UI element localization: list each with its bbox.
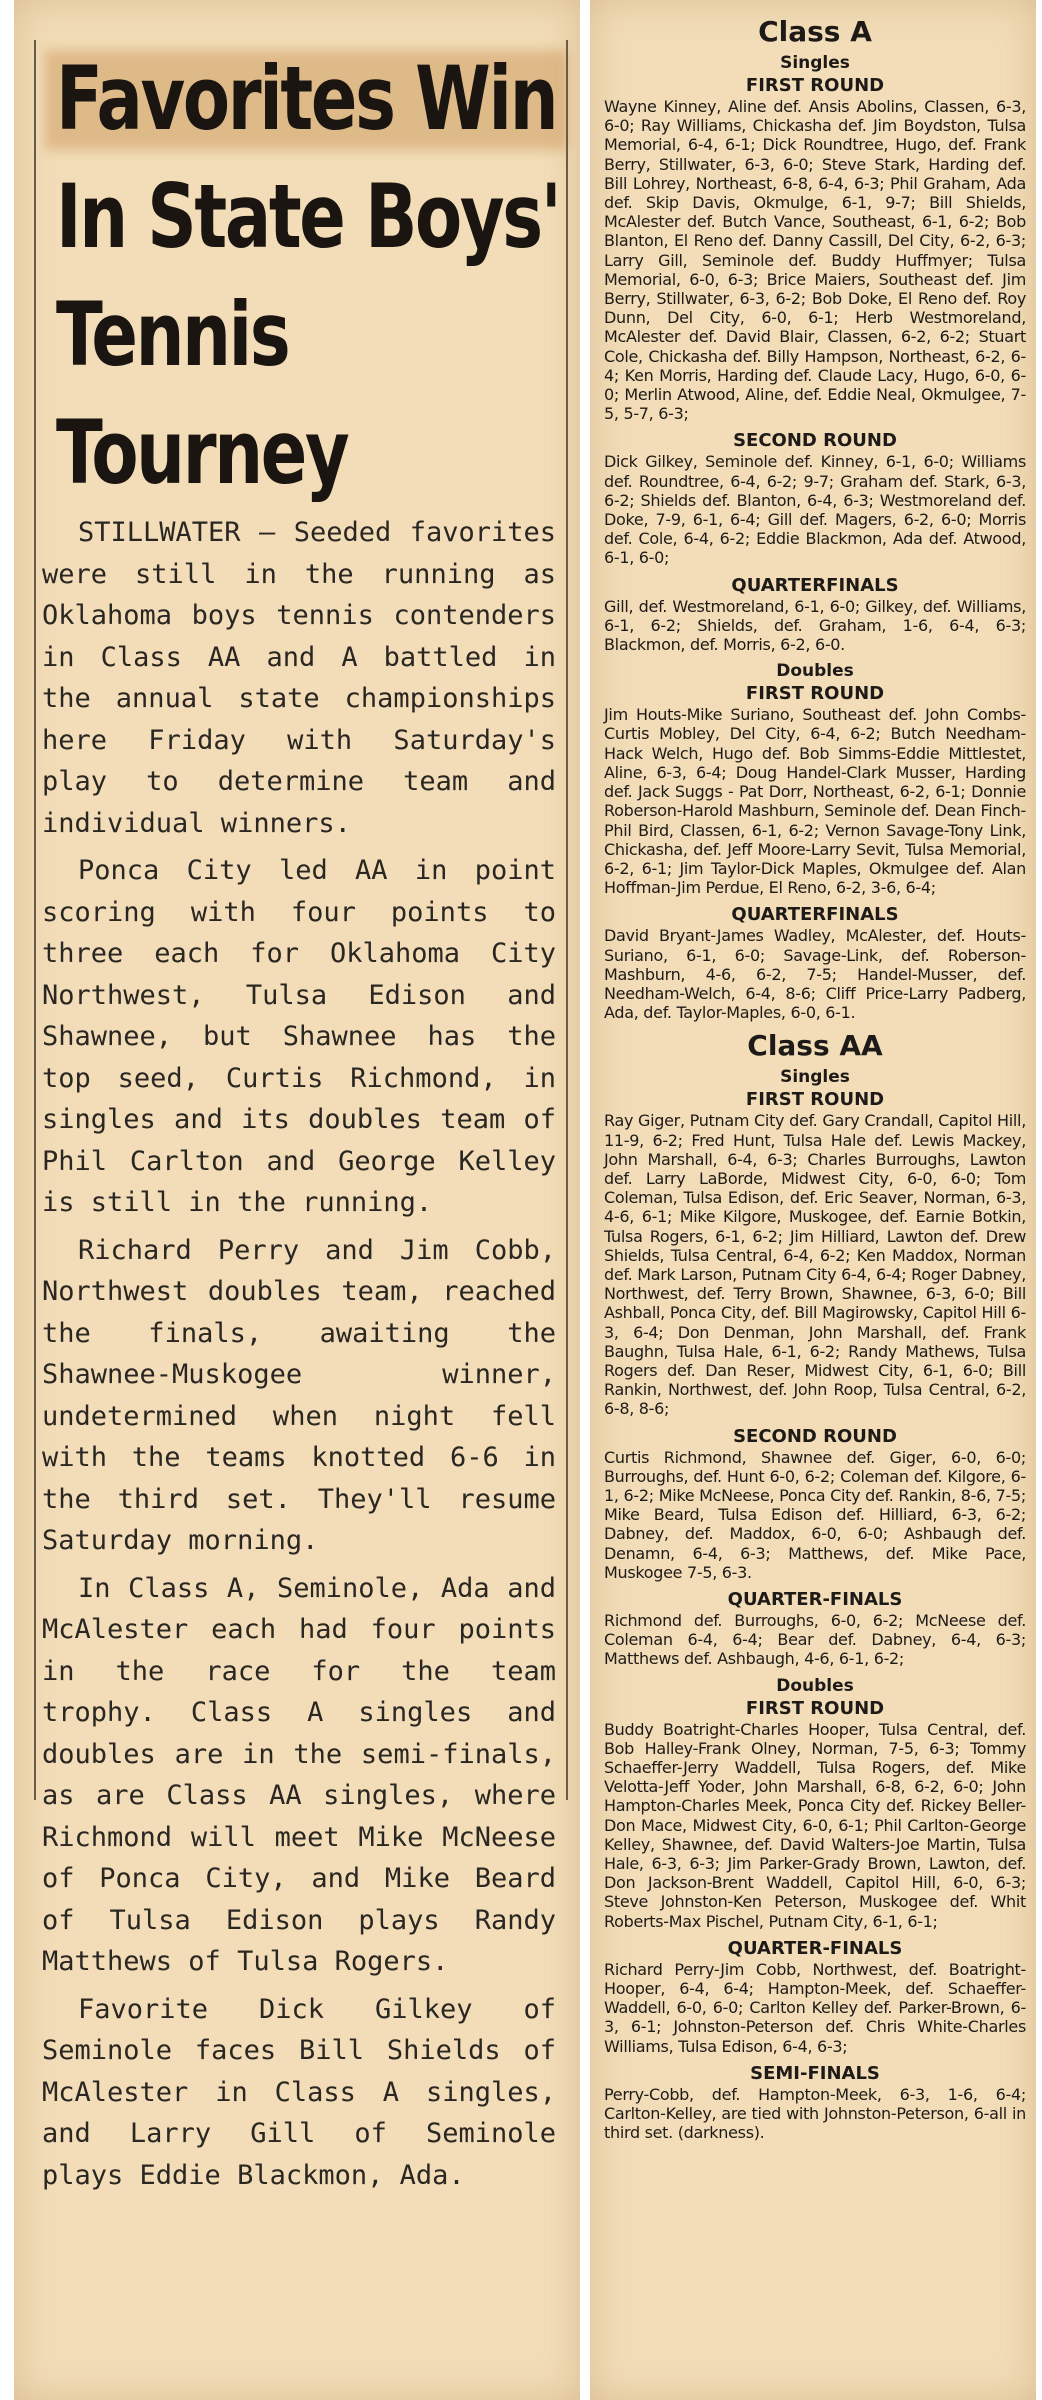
headline: [56, 40, 563, 512]
story-body: [42, 512, 556, 2202]
class-aa-second-round-label: SECOND ROUND: [733, 1425, 897, 1447]
story-paragraph: Favorite Dick Gilkey of Seminole faces Bill Shields of McAlester in Class A singles, and Larry Gill of Seminole plays Eddie Blackmon, Ada.: [42, 1993, 556, 2191]
headline-line-3: Tennis Tourney: [56, 283, 348, 504]
class-a-title: Class A: [758, 15, 872, 48]
class-aa-doubles-quarterfinals-label: QUARTER-FINALS: [727, 1937, 903, 1959]
class-a-doubles-first-round-results: Jim Houts-Mike Suriano, Southeast def. John Combs-Curtis Mobley, Del City, 6-4, 6-2; Butch Needham-Hack Welch, Hugo def. Bob Simms-Eddie Mittlestet, Aline, 6-3, 6-4; Doug Handel-Clark Musser, Harding def. Jack Suggs - Pat Dorr, Northeast, 6-2, 6-1; Donnie Roberson-Harold Mashburn, Seminole def. Dean Finch-Phil Bird, Classen, 6-1, 6-2; Vernon Savage-Tony Link, Chickasha, def. Jeff Moore-Larry Sevit, Tulsa Memorial, 6-2, 6-1; Jim Taylor-Dick Maples, Okmulgee def. Alan Hoffman-Jim Perdue, El Reno, 6-2, 3-6, 6-4;: [604, 705, 1026, 898]
class-aa-semifinals-label: SEMI-FINALS: [750, 2062, 880, 2084]
class-a-first-round-results: Wayne Kinney, Aline def. Ansis Abolins, Classen, 6-3, 6-0; Ray Williams, Chickasha def. Jim Boydston, Tulsa Memorial, 6-4, 6-1; Dick Roundtree, Hugo, def. Frank Berry, Stillwater, 6-3, 6-0; Steve Stark, Harding def. Bill Lohrey, Northeast, 6-8, 6-4, 6-3; Phil Graham, Ada def. Skip Davis, Okmulge, 6-1, 9-7; Bill Shields, McAlester def. Butch Vance, Southeast, 6-1, 6-2; Bob Blanton, El Reno def. Danny Cassill, Del City, 6-2, 6-3; Larry Gill, Seminole def. Buddy Huffmyer; Tulsa Memorial, 6-0, 6-3; Brice Maiers, Southeast def. Jim Berry, Stillwater, 6-3, 6-2; Bob Doke, El Reno def. Roy Dunn, Del City, 6-0, 6-1; Herb Westmoreland, McAlester def. David Blair, Classen, 6-2, 6-2; Stuart Cole, Chickasha def. Billy Hampson, Northeast, 6-2, 6-4; Ken Morris, Harding def. Claude Lacy, Hugo, 6-0, 6-0; Merlin Atwood, Aline, def. Eddie Neal, Okmulgee, 7-5, 5-7, 6-3;: [604, 97, 1026, 424]
class-aa-first-round-results: Ray Giger, Putnam City def. Gary Crandall, Capitol Hill, 11-9, 6-2; Fred Hunt, Tulsa Hale def. Lewis Mackey, John Marshall, 6-4, 6-3; Charles Burroughs, Lawton def. Larry LaBorde, Midwest City, 6-0, 6-0; Tom Coleman, Tulsa Edison, def. Eric Seaver, Norman, 6-3, 4-6, 6-1; Mike Kilgore, Muskogee, def. Earnie Botkin, Tulsa Rogers, 6-1, 6-2; Jim Hilliard, Lawton def. Drew Shields, Tulsa Central, 6-4, 6-2; Ken Maddox, Norman def. Mark Larson, Putnam City 6-4, 6-4; Roger Dabney, Northwest, def. Terry Brown, Shawnee, 6-3, 6-0; Bill Ashball, Ponca City, def. Bill Magirowsky, Capitol Hill 6-3, 6-4; Don Denman, John Marshall, def. Frank Baughn, Tulsa Hale, 6-1, 6-2; Randy Mathews, Tulsa Rogers def. Dan Reser, Midwest City, 6-1, 6-0; Bill Rankin, Northwest, def. John Roop, Tulsa Central, 6-2, 6-8, 8-6;: [604, 1111, 1026, 1419]
class-a-second-round-label: SECOND ROUND: [733, 430, 897, 452]
class-a-quarterfinals-label: QUARTERFINALS: [731, 574, 899, 596]
headline-line-2: In State Boys': [56, 165, 560, 268]
class-aa-second-round-results: Curtis Richmond, Shawnee def. Giger, 6-0, 6-0; Burroughs, def. Hunt 6-0, 6-2; Coleman def. Kilgore, 6-1, 6-2; Mike McNeese, Ponca City def. Rankin, 8-6, 7-5; Mike Beard, Tulsa Edison def. Hilliard, 6-3, 6-2; Dabney, def. Maddox, 6-0, 6-0; Ashbaugh def. Denamn, 6-4, 6-3; Matthews, def. Mike Pace, Muskogee 7-5, 6-3.: [604, 1447, 1026, 1582]
class-a-doubles-first-round-label: FIRST ROUND: [745, 683, 885, 705]
story-paragraph: STILLWATER — Seeded favorites were still in the running as Oklahoma boys tennis contenders in Class AA and A battled in the annual state championships here Friday with Saturday's play to determine team and individual winners.: [42, 517, 556, 839]
results-column: [600, 14, 1030, 2148]
class-a-doubles-quarterfinals-label: QUARTERFINALS: [731, 904, 899, 926]
class-aa-doubles-first-round-label: FIRST ROUND: [745, 1697, 885, 1719]
class-aa-first-round-label: FIRST ROUND: [745, 1089, 885, 1111]
class-a-quarterfinals-results: Gill, def. Westmoreland, 6-1, 6-0; Gilkey, def. Williams, 6-1, 6-2; Shields, def. Graham, 1-6, 6-4, 6-3; Blackmon, def. Morris, 6-2, 6-0.: [604, 596, 1026, 655]
class-aa-doubles-first-round-results: Buddy Boatright-Charles Hooper, Tulsa Central, def. Bob Halley-Frank Olney, Norman, 7-5, 6-3; Tommy Schaeffer-Jerry Waddell, Tulsa Rogers, def. Mike Velotta-Jeff Yoder, John Marshall, 6-8, 6-2, 6-0; John Hampton-Charles Meek, Ponca City def. Rickey Beller-Don Mace, Midwest City, 6-0, 6-1; Phil Carlton-George Kelley, Shawnee, def. David Walters-Joe Martin, Tulsa Hale, 6-3, 6-3; Jim Parker-Grady Brown, Lawton, def. Don Jackson-Brent Waddell, Capitol Hill, 6-0, 6-3; Steve Johnston-Ken Peterson, Muskogee def. Whit Roberts-Max Pischel, Putnam City, 6-1, 6-1;: [604, 1719, 1026, 1931]
story-paragraph: Richard Perry and Jim Cobb, Northwest doubles team, reached the finals, awaiting the Shawnee-Muskogee winner, undetermined when night fell with the teams knotted 6-6 in the third set. They'll resume Saturday morning.: [42, 1234, 556, 1556]
column-rule-left: [34, 40, 36, 1800]
class-aa-doubles-quarterfinals-results: Richard Perry-Jim Cobb, Northwest, def. Boatright-Hooper, 6-4, 6-4; Hampton-Meek, def. Schaeffer-Waddell, 6-0, 6-0; Carlton Kelley def. Parker-Brown, 6-3, 6-1; Johnston-Peterson def. Chris White-Charles Williams, Tulsa Edison, 6-4, 6-3;: [604, 1959, 1026, 2056]
class-aa-semifinals-results: Perry-Cobb, def. Hampton-Meek, 6-3, 1-6, 6-4; Carlton-Kelley, are tied with Johnston-Peterson, 6-all in third set. (darkness).: [604, 2084, 1026, 2143]
story-paragraph: In Class A, Seminole, Ada and McAlester each had four points in the race for the team trophy. Class A singles and doubles are in the semi-finals, as are Class AA singles, where Richmond will meet Mike McNeese of Ponca City, and Mike Beard of Tulsa Edison plays Randy Matthews of Tulsa Rogers.: [42, 1572, 556, 1977]
class-a-doubles-label: Doubles: [776, 661, 854, 682]
headline-line-1: Favorites Win: [56, 47, 557, 150]
class-aa-singles-label: Singles: [780, 1067, 850, 1088]
class-a-singles-label: Singles: [780, 53, 850, 73]
column-rule-right: [566, 40, 568, 1800]
class-aa-quarterfinals-label: QUARTER-FINALS: [727, 1589, 903, 1610]
class-a-first-round-label: FIRST ROUND: [745, 75, 885, 96]
class-a-doubles-quarterfinals-results: David Bryant-James Wadley, McAlester, def. Houts-Suriano, 6-1, 6-0; Savage-Link, def. Roberson-Mashburn, 4-6, 6-2, 7-5; Handel-Musser, def. Needham-Welch, 6-4, 8-6; Cliff Price-Larry Padberg, Ada, def. Taylor-Maples, 6-0, 6-1.: [604, 926, 1026, 1023]
class-aa-doubles-label: Doubles: [776, 1675, 854, 1696]
class-a-second-round-results: Dick Gilkey, Seminole def. Kinney, 6-1, 6-0; Williams def. Roundtree, 6-4, 6-2; 9-7; Graham def. Stark, 6-3, 6-2; Shields def. Blanton, 6-4, 6-3; Westmoreland def. Doke, 7-9, 6-1, 6-4; Gill def. Magers, 6-2, 6-0; Morris def. Cole, 6-4, 6-2; Eddie Blackmon, Ada def. Atwood, 6-1, 6-0;: [604, 452, 1026, 568]
story-paragraph: Ponca City led AA in point scoring with four points to three each for Oklahoma City Northwest, Tulsa Edison and Shawnee, but Shawnee has the top seed, Curtis Richmond, in singles and its doubles team of Phil Carlton and George Kelley is still in the running.: [42, 855, 556, 1218]
class-aa-quarterfinals-results: Richmond def. Burroughs, 6-0, 6-2; McNeese def. Coleman 6-4, 6-4; Bear def. Dabney, 6-4, 6-3; Matthews def. Ashbaugh, 4-6, 6-1, 6-2;: [604, 1611, 1026, 1669]
class-aa-title: Class AA: [747, 1029, 883, 1063]
